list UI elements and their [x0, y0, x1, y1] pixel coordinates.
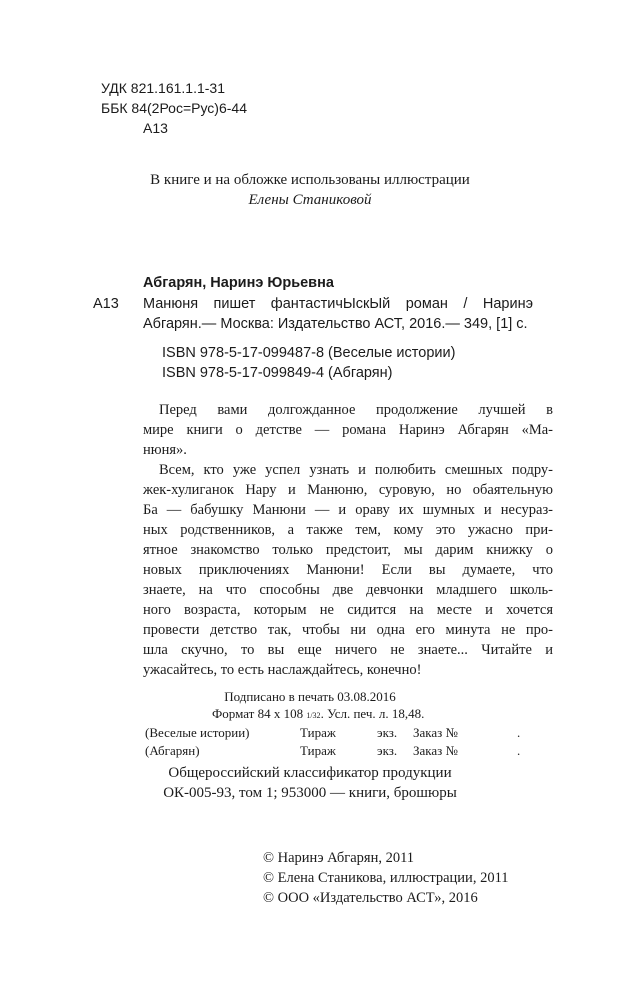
annotation-line: мире книги о детстве — романа Наринэ Абгарян «Ма-	[143, 422, 553, 438]
classifier-code: ОК-005-93, том 1; 953000 — книги, брошюры	[163, 785, 457, 801]
record-author: Абгарян, Наринэ Юрьевна	[143, 275, 334, 291]
annotation-line: знаете, на что способны две девчонки младшего школь-	[143, 582, 553, 598]
annotation-line: ятное знакомство только предстоит, мы дарим книжку о	[143, 542, 553, 558]
bbk-code: ББК 84(2Рос=Рус)6-44	[101, 100, 247, 116]
copies-label: экз.	[377, 743, 398, 758]
signed-to-print: Подписано в печать 03.08.2016	[224, 689, 396, 704]
annotation-line: новых приключениях Манюни! Если вы думаете, что	[143, 562, 553, 578]
illustrations-note: В книге и на обложке использованы иллюстрации	[150, 172, 470, 188]
record-margin-code: А13	[93, 296, 119, 312]
annotation-line: шла скучно, то вы еще ничего не знаете... Читайте и	[143, 642, 553, 658]
annotation-line: ного возраста, которым не сидится на месте и хочется	[143, 602, 553, 618]
row-end: .	[517, 743, 521, 758]
classifier-title: Общероссийский классификатор продукции	[168, 765, 452, 781]
annotation-line: нюня».	[143, 442, 187, 458]
record-title-line: Манюня пишет фантастичЫскЫй роман / Наринэ	[143, 296, 533, 312]
annotation-line: ужасайтесь, то есть наслаждайтесь, конечно!	[143, 662, 422, 678]
order-label: Заказ №	[413, 743, 458, 758]
print-run-label: Тираж	[300, 725, 336, 740]
copyright-line: © Елена Станикова, иллюстрации, 2011	[263, 870, 509, 886]
print-run-row	[145, 743, 525, 761]
record-publisher-line: Абгарян.— Москва: Издательство АСТ, 2016.— 349, [1] с.	[143, 316, 528, 332]
annotation-line: ных родственников, а также тем, кому это ужасно при-	[143, 522, 553, 538]
isbn-line: ISBN 978-5-17-099487-8 (Веселые истории)	[162, 345, 456, 361]
isbn-line: ISBN 978-5-17-099849-4 (Абгарян)	[162, 365, 393, 381]
format-fraction: 1/32	[306, 711, 321, 720]
format-line	[212, 706, 424, 722]
order-label: Заказ №	[413, 725, 458, 740]
annotation-line: жек-хулиганок Нару и Манюню, суровую, но обаятельную	[143, 482, 553, 498]
annotation-line: Перед вами долгожданное продолжение лучшей в	[159, 402, 553, 418]
row-end: .	[517, 725, 521, 740]
print-run-row	[145, 725, 525, 743]
annotation-line: Всем, кто уже успел узнать и полюбить смешных подру-	[159, 462, 553, 478]
illustrator-name: Елены Станиковой	[248, 192, 372, 208]
copies-label: экз.	[377, 725, 398, 740]
copyright-line: © ООО «Издательство АСТ», 2016	[263, 890, 478, 906]
format-prefix: Формат 84 x 108	[212, 706, 307, 721]
author-sign: А13	[143, 120, 168, 136]
annotation-line: провести детство так, чтобы ни одна его минута не про-	[143, 622, 553, 638]
annotation-line: Ба — бабушку Манюни — и ораву их шумных и несураз-	[143, 502, 553, 518]
series-name: (Абгарян)	[145, 743, 200, 758]
format-suffix: . Усл. печ. л. 18,48.	[320, 706, 425, 721]
copyright-line: © Наринэ Абгарян, 2011	[263, 850, 415, 866]
print-run-label: Тираж	[300, 743, 336, 758]
series-name: (Веселые истории)	[145, 725, 250, 740]
udk-code: УДК 821.161.1.1-31	[101, 80, 225, 96]
